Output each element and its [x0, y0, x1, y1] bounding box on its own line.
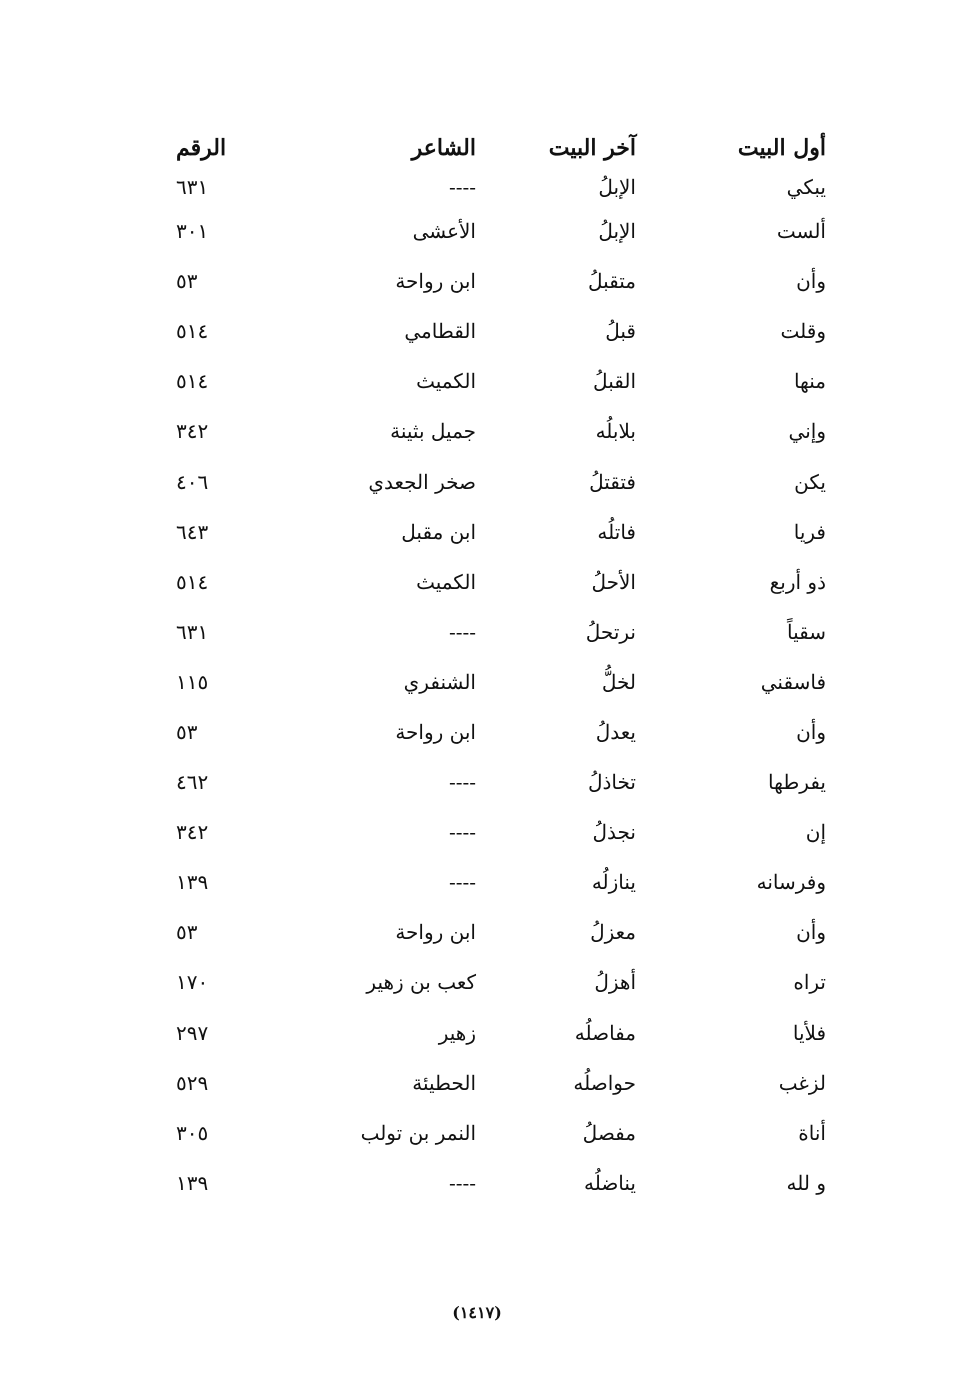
table-row [176, 707, 826, 757]
table-row [176, 807, 826, 857]
cell-poet: كعب بن زهير [366, 970, 476, 995]
table-row [176, 256, 826, 306]
cell-poet: ---- [448, 770, 476, 795]
cell-last-verse: فاتلُه [597, 519, 636, 544]
cell-number: ٥٢٩ [176, 1070, 209, 1095]
cell-last-verse: ينازلُه [591, 870, 636, 895]
cell-first-verse: فلأيا [792, 1020, 826, 1045]
cell-first-verse: وأن [796, 269, 826, 294]
cell-poet: ---- [448, 175, 476, 199]
cell-poet: ---- [448, 820, 476, 845]
header-last-verse: آخر البيت [548, 135, 636, 161]
cell-first-verse: ذو أربع [769, 569, 826, 594]
cell-number: ٥٣ [176, 269, 198, 294]
cell-first-verse: وفرسانه [756, 870, 826, 895]
table-row [176, 1158, 826, 1208]
cell-last-verse: لخلُّ [601, 669, 636, 694]
table-row [176, 206, 826, 256]
cell-poet: ابن رواحة [395, 269, 476, 294]
cell-poet: صخر الجعدي [368, 469, 476, 494]
table-row [176, 757, 826, 807]
cell-first-verse: ألست [776, 219, 826, 244]
cell-last-verse: الأحلُ [591, 569, 636, 594]
cell-number: ٣٠١ [176, 219, 209, 244]
cell-first-verse: يفرطها [768, 770, 826, 795]
cell-number: ٣٠٥ [176, 1120, 209, 1145]
table-header [176, 128, 826, 168]
cell-first-verse: وإني [788, 419, 826, 444]
cell-poet: زهير [438, 1020, 476, 1045]
verse-index-table [176, 128, 826, 1208]
cell-last-verse: فتقتلُ [589, 469, 636, 494]
cell-first-verse: فاسقني [760, 669, 826, 694]
cell-last-verse: حواصلُه [573, 1070, 636, 1095]
cell-number: ١٣٩ [176, 1170, 209, 1195]
cell-last-verse: القبلُ [593, 369, 636, 394]
cell-last-verse: الإبلُ [598, 219, 636, 244]
cell-poet: الكميث [416, 569, 476, 594]
cell-poet: جميل بثينة [390, 419, 476, 444]
cell-last-verse: تخاذلُ [587, 770, 636, 795]
cell-poet: ابن رواحة [395, 920, 476, 945]
table-row [176, 168, 826, 206]
cell-number: ٦٤٣ [176, 519, 209, 544]
cell-number: ٣٤٢ [176, 419, 209, 444]
table-row [176, 607, 826, 657]
cell-poet: الشنفري [403, 669, 476, 694]
cell-number: ٦٣١ [176, 619, 209, 644]
table-row [176, 1008, 826, 1058]
cell-poet: ---- [448, 619, 476, 644]
cell-number: ٦٣١ [176, 175, 209, 199]
cell-first-verse: سقياً [786, 619, 826, 644]
table-row [176, 356, 826, 406]
table-row [176, 957, 826, 1007]
cell-poet: ابن رواحة [395, 719, 476, 744]
table-row [176, 1108, 826, 1158]
cell-last-verse: يناضلُه [583, 1170, 636, 1195]
cell-number: ١٣٩ [176, 870, 209, 895]
cell-number: ٥٣ [176, 920, 198, 945]
header-number: الرقم [176, 135, 227, 161]
cell-first-verse: لزغب [778, 1070, 826, 1095]
header-row [176, 128, 826, 168]
cell-last-verse: مفاصلُه [574, 1020, 636, 1045]
cell-last-verse: معزلُ [590, 920, 636, 945]
cell-last-verse: الإبلُ [598, 175, 636, 199]
cell-number: ٥١٤ [176, 319, 209, 344]
cell-poet: القطامي [404, 319, 476, 344]
cell-first-verse: و لله [786, 1170, 826, 1195]
cell-poet: ---- [448, 870, 476, 895]
cell-number: ٥٣ [176, 719, 198, 744]
cell-number: ٤٠٦ [176, 469, 209, 494]
cell-number: ٤٦٢ [176, 770, 209, 795]
cell-first-verse: وقلت [780, 319, 826, 344]
cell-poet: النمر بن تولب [360, 1120, 476, 1145]
page-number: (١٤١٧) [452, 1303, 502, 1322]
cell-poet: الأعشى [412, 219, 476, 244]
cell-last-verse: نجذلُ [592, 820, 636, 845]
cell-last-verse: نرتحلُ [585, 619, 636, 644]
cell-first-verse: فريا [793, 519, 826, 544]
table-row [176, 456, 826, 506]
cell-last-verse: أهزلُ [594, 970, 636, 995]
cell-number: ٣٤٢ [176, 820, 209, 845]
table-row [176, 306, 826, 356]
table-row [176, 557, 826, 607]
cell-first-verse: وأن [796, 719, 826, 744]
cell-last-verse: متقبلُ [587, 269, 636, 294]
cell-first-verse: يكن [794, 469, 826, 494]
cell-number: ٥١٤ [176, 569, 209, 594]
table-row [176, 1058, 826, 1108]
table-row [176, 406, 826, 456]
header-first-verse: أول البيت [737, 135, 826, 161]
cell-first-verse: يبكي [786, 175, 826, 199]
table-row [176, 907, 826, 957]
cell-last-verse: بلابلُه [595, 419, 636, 444]
header-poet: الشاعر [411, 135, 476, 161]
cell-last-verse: يعدلُ [595, 719, 636, 744]
cell-poet: ---- [448, 1170, 476, 1195]
cell-first-verse: منها [793, 369, 826, 394]
table-body [176, 168, 826, 1208]
cell-last-verse: قبلُ [605, 319, 636, 344]
cell-poet: ابن مقبل [401, 519, 476, 544]
cell-last-verse: مفصلُ [582, 1120, 636, 1145]
cell-poet: الحطيئة [412, 1070, 476, 1095]
cell-first-verse: أناة [798, 1120, 826, 1145]
cell-number: ١١٥ [176, 669, 209, 694]
cell-first-verse: وأن [796, 920, 826, 945]
cell-number: ١٧٠ [176, 970, 209, 995]
table-row [176, 507, 826, 557]
cell-first-verse: تراه [793, 970, 826, 995]
cell-number: ٥١٤ [176, 369, 209, 394]
cell-first-verse: إن [805, 820, 826, 845]
table-row [176, 657, 826, 707]
cell-number: ٢٩٧ [176, 1020, 209, 1045]
table-row [176, 857, 826, 907]
cell-poet: الكميث [416, 369, 476, 394]
